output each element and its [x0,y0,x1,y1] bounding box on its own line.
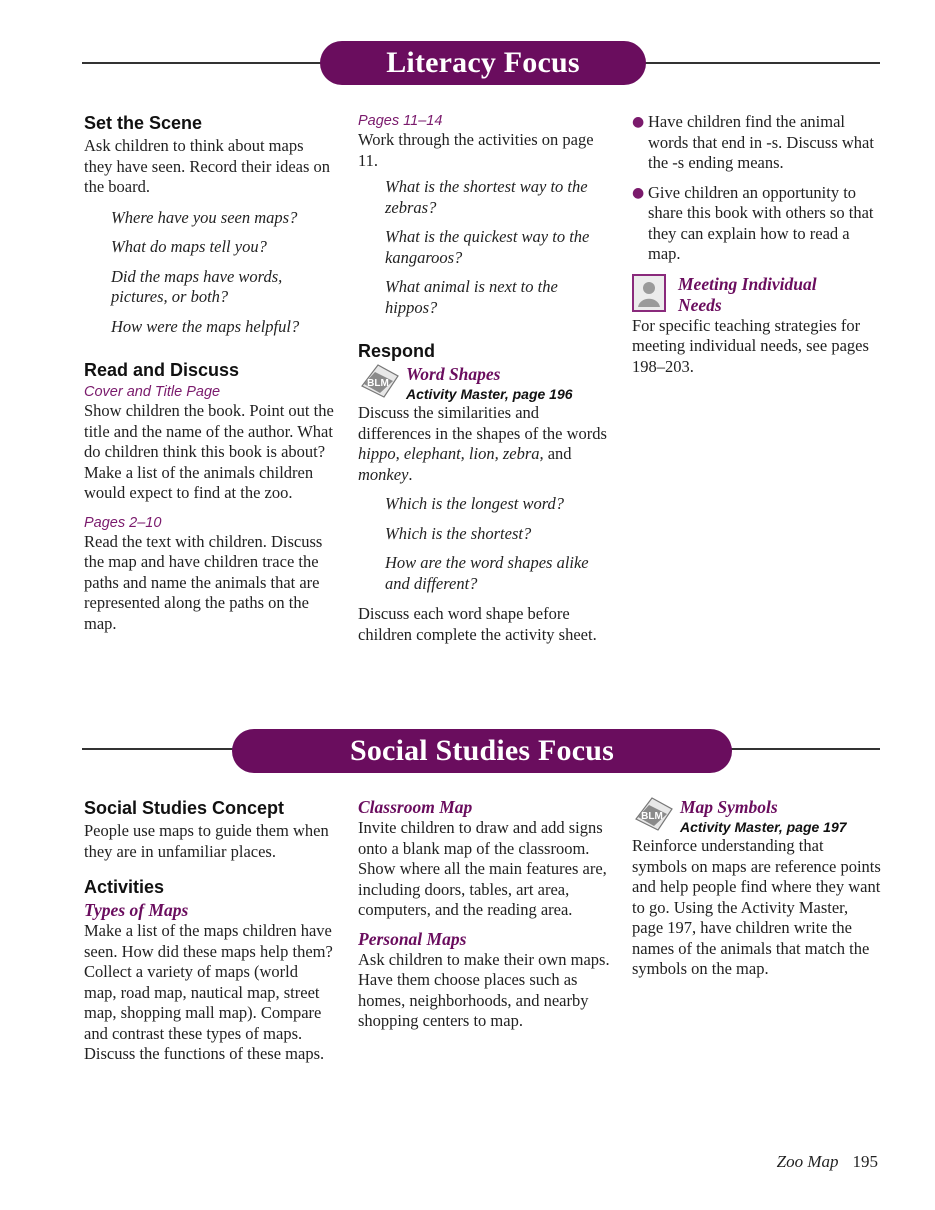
map-symbols-header [632,797,882,836]
word-shapes-text: Discuss the similarities and differences in the shapes of the words hippo, elephant, lion, zebra, and monkey. [358,403,607,484]
types-of-maps-title: Types of Maps [84,900,189,920]
literacy-rule-left [82,62,322,64]
social-rule-right [730,748,880,750]
pages-2-10-text: Read the text with children. Discuss the map and have children trace the paths and name the animals that are represented along the paths on the map. [84,531,323,633]
social-rule-left [82,748,234,750]
cover-title-subheading: Cover and Title Page [84,384,221,400]
social-column-1 [84,797,334,1065]
literacy-rule-right [644,62,880,64]
literacy-column-2 [358,112,610,645]
cover-title-text: Show children the book. Point out the title and the name of the author. What do children think this book is about? Make a list of the animals children would expect to find at the zoo. [84,401,334,502]
word-shapes-closing-text: Discuss each word shape before children complete the activity sheet. [358,604,597,644]
set-the-scene-heading: Set the Scene [84,113,203,133]
read-and-discuss-heading: Read and Discuss [84,360,240,380]
pages-2-10-subheading: Pages 2–10 [84,514,162,531]
question: What is the quickest way to the kangaroos? [385,227,590,267]
activities-heading: Activities [84,877,165,897]
footer-title: Zoo Map [776,1152,839,1171]
svg-text:BLM: BLM [367,378,389,389]
literacy-focus-banner: Literacy Focus [320,41,646,85]
word-shapes-header [358,364,610,403]
map-symbols-activity-master: Activity Master, page 197 [680,819,847,835]
list-item: ● Have children find the animal words that end in -s. Discuss what the -s ending means. [632,112,874,172]
page-footer [777,1152,878,1172]
literacy-column-1 [84,112,334,634]
social-studies-focus-banner: Social Studies Focus [232,729,732,773]
types-of-maps-text: Make a list of the maps children have seen. How did these maps help them? Collect a variety of maps (world map, road map, nautical map, street map, shopping mall map). Compare and contrast these types of maps. Discuss the functions of these maps. [84,921,333,1063]
meeting-needs-header [632,274,882,316]
person-icon [632,274,666,312]
pages-11-14-text: Work through the activities on page 11. [358,130,594,170]
social-column-3 [632,797,882,980]
concept-heading: Social Studies Concept [84,798,285,818]
social-column-2 [358,797,610,1032]
question: Where have you seen maps? [111,207,298,227]
respond-heading: Respond [358,341,436,361]
question: What animal is next to the hippos? [385,277,558,317]
question: Which is the shortest? [385,523,532,543]
set-the-scene-text: Ask children to think about maps they have seen. Record their ideas on the board. [84,136,331,196]
literacy-column-3 [632,112,882,377]
classroom-map-text: Invite children to draw and add signs onto a blank map of the classroom. Show where all the main features are, including doors, tables, art area, computers, and the reading area. [358,818,607,919]
word-shapes-activity-master: Activity Master, page 196 [406,386,573,402]
question: Which is the longest word? [385,494,565,513]
blm-diamond-icon [358,364,402,398]
question: What do maps tell you? [111,237,267,256]
personal-maps-title: Personal Maps [358,928,467,949]
word-shapes-title: Word Shapes [406,364,501,384]
question: What is the shortest way to the zebras? [385,177,588,217]
question: How are the word shapes alike and different? [385,553,589,593]
classroom-map-title: Classroom Map [358,797,473,817]
map-symbols-text: Reinforce understanding that symbols on maps are reference points and help people find where they want to go. Using the Activity Master, page 197, have children write the names of the animals that match the symbols on the map. [632,836,881,978]
map-symbols-title: Map Symbols [680,797,778,817]
meeting-needs-text: For specific teaching strategies for meeting individual needs, see pages 198–203. [632,315,869,376]
pages-11-14-subheading: Pages 11–14 [358,113,443,129]
concept-text: People use maps to guide them when they are in unfamiliar places. [84,821,329,861]
svg-text:BLM: BLM [641,811,663,822]
meeting-needs-title: Meeting Individual Needs [678,273,817,315]
question: How were the maps helpful? [111,316,300,336]
page-number: 195 [852,1152,878,1171]
list-item: ● Give children an opportunity to share this book with others so that they can explain how to read a map. [632,182,874,263]
literacy-bullet-list [632,112,882,265]
personal-maps-text: Ask children to make their own maps. Have them choose places such as homes, neighborhoods, and nearby shopping centers to map. [358,949,610,1030]
question: Did the maps have words, pictures, or both? [111,266,283,306]
blm-diamond-icon [632,797,676,831]
